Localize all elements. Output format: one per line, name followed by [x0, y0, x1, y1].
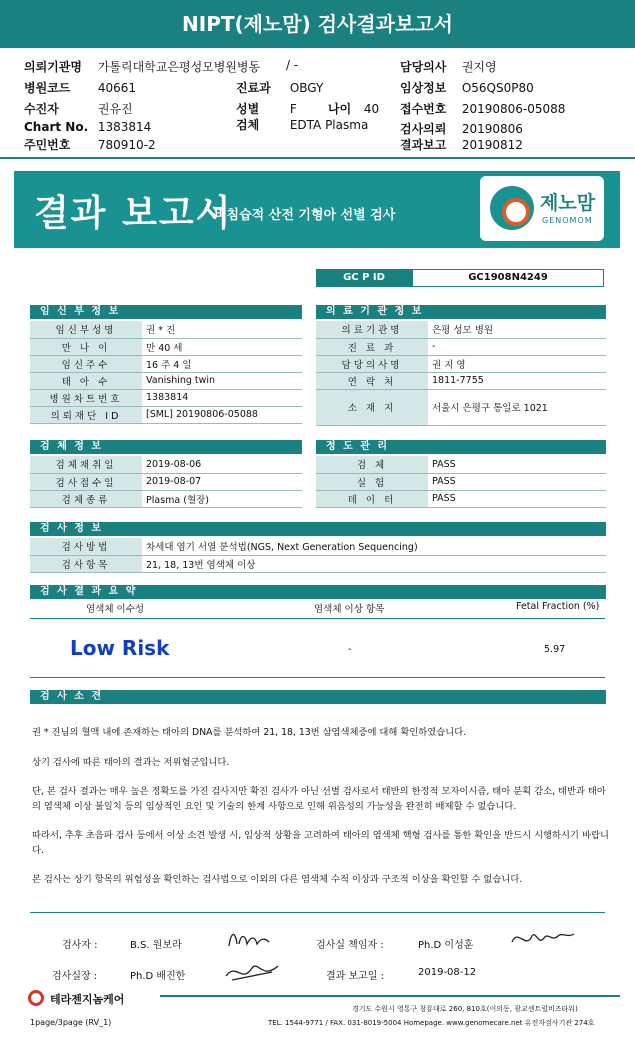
row-label: 실 험 [316, 473, 428, 490]
age-label: 나이 [328, 102, 352, 116]
institution-value: 가톨릭대학교은평성모병원병동 [97, 60, 261, 74]
recipient-value: 권유진 [97, 102, 133, 116]
institution-info-table [316, 321, 606, 426]
report-value: 20190812 [461, 138, 523, 152]
receipt-label: 접수번호 [400, 102, 447, 116]
table-row [30, 406, 302, 423]
clinical-value: O56QS0P80 [461, 81, 534, 95]
receipt-value: 20190806-05088 [461, 102, 566, 116]
table-row [30, 321, 302, 338]
header-dept [236, 79, 323, 96]
table-row [316, 389, 606, 425]
footer-divider [160, 995, 620, 997]
header-report [400, 136, 523, 153]
row-label: 담당의사명 [316, 355, 428, 372]
row-value: 1811-7755 [428, 372, 606, 389]
header-doctor [400, 58, 497, 75]
table-row [316, 456, 606, 473]
table-row [316, 355, 606, 372]
table-row [30, 490, 302, 507]
lab-head-name: Ph.D 이성훈 [418, 940, 474, 951]
header-receipt [400, 100, 565, 117]
ward-value: / - [286, 58, 299, 72]
specimen-info-table [30, 456, 302, 508]
row-label: 검체채취일 [30, 456, 142, 473]
genomom-logo [480, 176, 604, 241]
header-hospital-code [24, 79, 136, 96]
banner-subtitle: 비침습적 산전 기형아 선별 검사 [214, 208, 396, 223]
row-label: 소 재 지 [316, 389, 428, 425]
section-quality-control: 정 도 관 리 [316, 440, 606, 454]
header-specimen [236, 116, 368, 133]
header-clinical [400, 79, 534, 96]
request-label: 검사의뢰 [400, 122, 447, 136]
row-value: Vanishing twin [142, 372, 302, 389]
sex-value: F [289, 102, 297, 116]
gcp-id-value: GC1908N4249 [412, 269, 604, 287]
summary-col-abnormal-items: 염색체 이상 항목 [314, 604, 385, 615]
opinion-paragraph-2: 상기 검사에 따른 태아의 결과는 저위험군입니다. [32, 757, 230, 768]
sex-label: 성별 [236, 102, 260, 116]
row-value: 21, 18, 13번 염색체 이상 [142, 555, 606, 572]
age-value: 40 [363, 102, 380, 116]
company-contact: TEL. 1544-9771 / FAX. 031-8019-5004 Homepage. www.genomecare.net 유전자검사기관 274호 [268, 1019, 595, 1027]
header-request [400, 120, 523, 137]
row-label: 임신주수 [30, 355, 142, 372]
header-institution [24, 58, 260, 75]
row-label: 만 나 이 [30, 338, 142, 355]
report-banner [14, 171, 620, 248]
lab-chief-name: Ph.D 배진한 [130, 971, 186, 982]
summary-abnormal-value: - [348, 644, 352, 655]
rrn-label: 주민번호 [24, 138, 71, 152]
doctor-label: 담당의사 [400, 60, 447, 74]
header-sex [236, 100, 297, 117]
recipient-label: 수진자 [24, 102, 59, 116]
row-value: 권 지 영 [428, 355, 606, 372]
row-label: 의뢰재단 ID [30, 406, 142, 423]
opinion-paragraph-5: 본 검사는 상기 항목의 위험성을 확인하는 검사법으로 이외의 다른 염색체 수적 이상과 구조적 이상을 확인할 수 없습니다. [32, 874, 523, 885]
table-row [30, 372, 302, 389]
table-row [30, 338, 302, 355]
logo-subtext: GENOMOM [542, 216, 593, 225]
row-label: 연 락 처 [316, 372, 428, 389]
row-label: 검사접수일 [30, 473, 142, 490]
report-label: 결과보고 [400, 138, 447, 152]
rrn-value: 780910-2 [97, 138, 156, 152]
dept-value: OBGY [289, 81, 324, 95]
row-value: PASS [428, 490, 606, 507]
quality-control-table [316, 456, 606, 508]
header-age [328, 100, 379, 117]
row-label: 검사방법 [30, 538, 142, 555]
request-value: 20190806 [461, 122, 523, 136]
row-value: - [428, 338, 606, 355]
row-label: 검 체 [316, 456, 428, 473]
row-value: 은평 성모 병원 [428, 321, 606, 338]
table-row [30, 538, 606, 555]
specimen-label: 검체 [236, 118, 260, 132]
report-date-label: 결과 보고일 : [326, 971, 385, 982]
row-value: Plasma (혈장) [142, 490, 302, 507]
section-opinion: 검 사 소 견 [30, 690, 606, 704]
header-rrn [24, 136, 156, 153]
table-row [316, 338, 606, 355]
table-row [316, 490, 606, 507]
institution-label: 의뢰기관명 [24, 60, 82, 74]
logo-text: 제노맘 [540, 192, 596, 214]
table-row [30, 456, 302, 473]
opinion-paragraph-3: 단, 본 검사 결과는 매우 높은 정확도를 가진 검사지만 확진 검사가 아닌 선별 검사로서 태반의 한정적 모자이시즘, 태아 분획 감소, 태반과 태아의 염색체 이상 불일치 등의 임상적인 요인 및 기술의 한계 사항으로 인해 위음성의 가능성을 완전히 배제할 수 없습니다. [32, 786, 606, 812]
row-value: 2019-08-07 [142, 473, 302, 490]
section-pregnant-info: 임 신 부 정 보 [30, 305, 302, 319]
lab-head-signature-icon [508, 924, 578, 954]
tester-signature-icon [225, 924, 275, 954]
section-specimen-info: 검 체 정 보 [30, 440, 302, 454]
lab-chief-label: 검사실장 : [52, 971, 98, 982]
summary-col-fetal-fraction: Fetal Fraction (%) [516, 601, 600, 612]
row-value: 1383814 [142, 389, 302, 406]
hospital-code-label: 병원코드 [24, 81, 71, 95]
row-value: [SML] 20190806-05088 [142, 406, 302, 423]
row-value: 16 주 4 일 [142, 355, 302, 372]
header-divider [0, 157, 635, 159]
tester-label: 검사자 : [62, 940, 98, 951]
logo-mark-icon [490, 186, 534, 230]
section-result-summary: 검 사 결 과 요 약 [30, 585, 606, 599]
table-row [30, 355, 302, 372]
company-address: 경기도 수원시 영통구 창룡대로 260, 810호(이의동, 광교센트럴비즈타워) [352, 1005, 578, 1013]
gcp-id-label: GC P ID [316, 269, 412, 287]
section-institution-info: 의 료 기 관 정 보 [316, 305, 606, 319]
company-name: 테라젠지놈케어 [50, 993, 125, 1006]
summary-fetal-fraction-value: 5.97 [544, 644, 566, 655]
header-chart [24, 120, 151, 134]
row-label: 데 이 터 [316, 490, 428, 507]
pregnant-info-table [30, 321, 302, 424]
row-label: 진 료 과 [316, 338, 428, 355]
table-row [316, 321, 606, 338]
row-label: 검사항목 [30, 555, 142, 572]
table-row [316, 372, 606, 389]
row-label: 병원차트번호 [30, 389, 142, 406]
row-label: 의료기관명 [316, 321, 428, 338]
row-label: 임신부성명 [30, 321, 142, 338]
chart-label: Chart No. [24, 120, 89, 134]
row-value: 서울시 은평구 통일로 1021 [428, 389, 606, 425]
row-label: 검체종류 [30, 490, 142, 507]
opinion-divider [30, 912, 605, 913]
clinical-label: 임상정보 [400, 81, 447, 95]
hospital-code-value: 40661 [97, 81, 137, 95]
row-value: 2019-08-06 [142, 456, 302, 473]
summary-col-aneuploidy: 염색체 이수성 [86, 604, 145, 615]
result-low-risk: Low Risk [70, 636, 170, 660]
chart-value: 1383814 [97, 120, 152, 134]
page-number: 1page/3page (RV_1) [30, 1018, 112, 1027]
row-value: 만 40 세 [142, 338, 302, 355]
section-test-info: 검 사 정 보 [30, 522, 606, 536]
table-row [30, 473, 302, 490]
doctor-value: 권지영 [461, 60, 497, 74]
lab-head-label: 검사실 책임자 : [316, 940, 384, 951]
opinion-paragraph-4: 따라서, 추후 초음파 검사 등에서 이상 소견 발생 시, 임상적 상황을 고려하여 태아의 염색체 핵형 검사를 통한 확인을 반드시 시행하시기 바랍니다. [32, 830, 609, 856]
banner-title: 결과 보고서 [34, 193, 233, 234]
tester-name: B.S. 원보라 [130, 940, 182, 951]
row-value: 차세대 염기 서열 분석법(NGS, Next Generation Sequencing) [142, 538, 606, 555]
table-row [30, 389, 302, 406]
report-date-value: 2019-08-12 [418, 967, 477, 978]
test-info-table [30, 538, 606, 573]
row-value: PASS [428, 456, 606, 473]
summary-divider [30, 677, 605, 678]
row-value: 권 * 진 [142, 321, 302, 338]
dept-label: 진료과 [236, 81, 271, 95]
company-logo-icon [28, 990, 44, 1006]
table-row [316, 473, 606, 490]
lab-chief-signature-icon [222, 956, 282, 986]
table-row [30, 555, 606, 572]
specimen-value: EDTA Plasma [289, 118, 369, 132]
row-label: 태 아 수 [30, 372, 142, 389]
opinion-paragraph-1: 권 * 진님의 혈액 내에 존재하는 태아의 DNA를 분석하여 21, 18, 13번 삼염색체증에 대해 확인하였습니다. [32, 727, 467, 738]
row-value: PASS [428, 473, 606, 490]
document-title: NIPT(제노맘) 검사결과보고서 [0, 0, 635, 48]
summary-divider [30, 618, 605, 619]
header-recipient [24, 100, 133, 117]
